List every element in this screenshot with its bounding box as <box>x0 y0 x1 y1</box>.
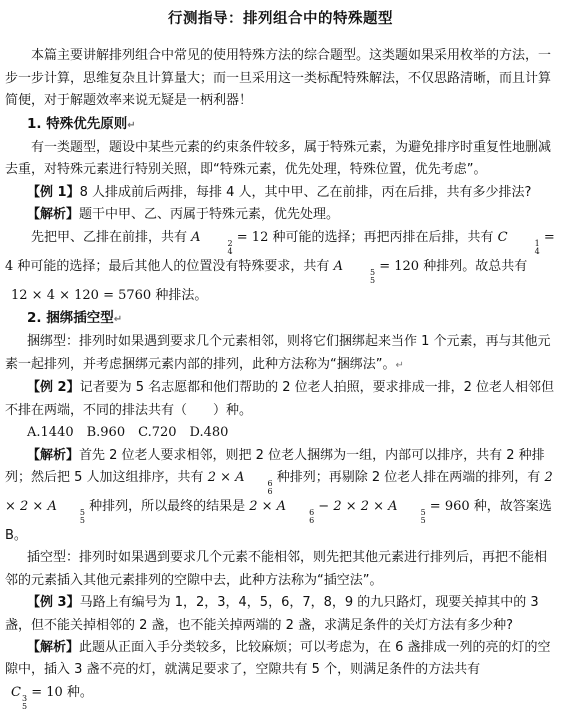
section1-heading <box>5 113 556 137</box>
example2-text: 记者要为 5 名志愿都和他们帮助的 2 位老人拍照，要求排成一排，2 位老人相邻但不排在两端，不同的排法共有（ ）种。 <box>5 380 555 418</box>
section1-description: 有一类题型，题设中某些元素的约束条件较多，属于特殊元素，为避免排序时重复性地删减去重，对特殊元素进行特别关照，即“特殊元素，优先处理，特殊位置，优先考虑”。 <box>5 140 552 178</box>
example1-steps <box>5 227 556 285</box>
bundle-description <box>5 331 556 377</box>
example3-analysis <box>5 637 556 682</box>
formula-c53-value: = 10 <box>31 684 63 700</box>
example1 <box>5 182 556 204</box>
example3-result <box>5 682 556 711</box>
analysis2-part-a: 首先 2 位老人要求相邻，则把 2 位老人捆绑为一组，内部可以排序，共有 2 种排列；然后把 5 人加这组排序，共有 <box>5 447 545 485</box>
analysis2-part-c: 种排列，所以最终的结果是 <box>89 498 246 514</box>
analysis3-text: 此题从正面入手分类较多，比较麻烦；可以考虑为，在 6 盏排成一列的亮的灯的空隙中，插入 3 盏不亮的灯，就满足要求了，空隙共有 5 个，则满足条件的方法共有 <box>5 639 551 678</box>
formula-a42: A 2 4 <box>191 229 233 256</box>
analysis3-tag: 【解析】 <box>27 639 80 655</box>
example1-text: 8 人排成前后两排，每排 4 人，其中甲、乙在前排，丙在后排，共有多少排法? <box>79 184 532 200</box>
formula-a55: A 5 5 <box>333 258 376 285</box>
return-mark-icon: ↵ <box>113 314 123 326</box>
example2 <box>5 377 556 422</box>
gap-description: 插空型：排列时如果遇到要求几个元素不能相邻，则先把其他元素进行排列后，再把不能相邻的元素插入其他元素排列的空隙中去，此种方法称为“插空法”。 <box>5 550 548 588</box>
formula-a55-value: = 120 <box>379 258 420 274</box>
section2-heading-text: 2. 捆绑插空型 <box>27 310 114 327</box>
analysis2-part-b: 种排列；再剔除 2 位老人排在两端的排列，有 <box>276 469 541 485</box>
formula-final: 2 × A 6 6 − 2 × 2 × A 5 5 <box>249 498 426 525</box>
step-d-text: 种排列。故总共有 <box>423 258 528 274</box>
step-b-text: 种可能的选择；再把丙排在后排，共有 <box>272 229 494 245</box>
section1-heading-text: 1. 特殊优先原则 <box>27 115 128 132</box>
example3-tag: 【例 3】 <box>27 595 80 611</box>
analysis1-tag: 【解析】 <box>27 207 80 223</box>
step-a-text: 先把甲、乙排在前排，共有 <box>31 229 188 245</box>
formula-c41: C 1 4 <box>497 229 540 256</box>
result3-suffix: 种。 <box>66 684 93 700</box>
example3 <box>5 592 556 637</box>
return-mark-icon: ↵ <box>127 119 136 131</box>
step-c-text: 种可能的选择；最后其他人的位置没有特殊要求，共有 <box>17 258 330 274</box>
example2-analysis <box>5 445 556 548</box>
example1-total <box>5 285 556 307</box>
return-mark-icon: ↵ <box>395 359 404 371</box>
formula-2a66: 2 × A 6 6 <box>207 469 273 496</box>
example1-tag: 【例 1】 <box>27 184 80 200</box>
analysis2-part-e: 种，故答案选 B。 <box>5 498 552 543</box>
section2-heading <box>5 307 556 331</box>
example2-tag: 【例 2】 <box>27 380 80 396</box>
article-title: 行测指导：排列组合中的特殊题型 <box>168 11 393 27</box>
example3-text: 马路上有编号为 1，2，3，4，5，6，7，8，9 的九只路灯，现要关掉其中的 3 盏，但不能关掉相邻的 2 盏，也不能关掉两端的 2 盏，求满足条件的关灯方法有多少种? <box>5 595 539 633</box>
example2-options: A.1440 B.960 C.720 D.480 <box>27 425 229 441</box>
intro-paragraph: 本篇主要讲解排列组合中常见的使用特殊方法的综合题型。这类题如果采用枚举的方法，一步一步计算，思维复杂且计算量大；而一旦采用这一类标配特殊解法，不仅思路清晰，而且计算简便，对于解题效率来说无疑是一柄利器！ <box>5 48 552 109</box>
total-expression: 12 × 4 × 120 = 5760 <box>11 287 152 303</box>
formula-a42-value: = 12 <box>236 229 269 245</box>
total-suffix: 种排法。 <box>155 287 208 303</box>
formula-final-value: = 960 <box>429 498 470 514</box>
analysis1-text: 题干中甲、乙、丙属于特殊元素，优先处理。 <box>79 207 340 223</box>
formula-c53: C 3 5 <box>11 684 28 711</box>
formula-2x2a55: 2 × 2 × A 5 5 <box>5 469 553 525</box>
bundle-description-text: 捆绑型：排列时如果遇到要求几个元素相邻，则将它们捆绑起来当作 1 个元素，再与其他元素一起排列，并考虑捆绑元素内部的排列，此种方法称为“捆绑法”。 <box>5 334 551 372</box>
example1-analysis <box>5 204 556 226</box>
analysis2-tag: 【解析】 <box>27 447 80 463</box>
formula-c41-value: = 4 <box>5 229 555 274</box>
